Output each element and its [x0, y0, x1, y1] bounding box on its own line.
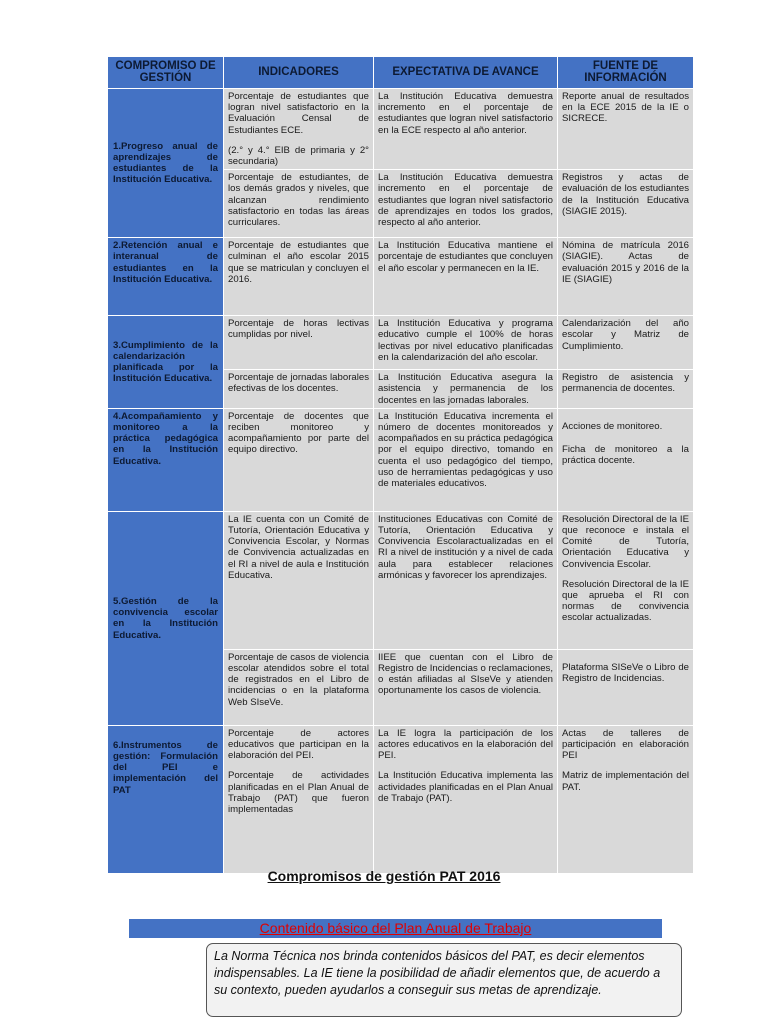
expectativa-cell	[374, 725, 558, 873]
expectativa-cell	[374, 370, 558, 409]
header-compromiso: COMPROMISO DE GESTIÓN	[108, 57, 224, 89]
expectativa-text: La Institución Educativa demuestra incremento en el porcentaje de estudiantes que logran nivel satisfactorio en la ECE respecto al año anterior.	[378, 91, 553, 136]
indicador-text: Porcentaje de estudiantes que logran nivel satisfactorio en la Evaluación Censal de Estudiantes ECE.	[228, 91, 369, 136]
fuente-text: Nómina de matrícula 2016 (SIAGIE). Actas de evaluación 2015 y 2016 de la IE (SIAGIE)	[562, 240, 689, 285]
expectativa-text: La Institución Educativa implementa las actividades planificadas en el Plan Anual de Trabajo (PAT).	[378, 770, 553, 804]
compromisos-table	[107, 56, 694, 874]
fuente-cell	[558, 649, 694, 725]
fuente-text: Acciones de monitoreo.	[562, 420, 663, 432]
fuente-text: Calendarización del año escolar y Matriz de Cumplimiento.	[562, 318, 689, 352]
indicador-cell	[224, 408, 374, 511]
section-banner: Contenido básico del Plan Anual de Trabajo	[129, 919, 662, 938]
compromiso-cell: 3.Cumplimiento de la calendarización planificada por la Institución Educativa.	[108, 316, 224, 409]
indicador-text: La IE cuenta con un Comité de Tutoría, Orientación Educativa y Convivencia Escolar, y Normas de Convivencia actualizadas en el RI a nivel de aula e Institución Educativa.	[228, 513, 369, 581]
fuente-cell	[558, 725, 694, 873]
table-row	[108, 725, 694, 873]
table-row	[108, 408, 694, 511]
expectativa-text: La Institución Educativa y programa educativo cumple el 100% de horas lectivas por nivel educativo planificadas en la calendarización del año escolar.	[378, 318, 553, 363]
fuente-cell	[558, 238, 694, 316]
fuente-text: Matriz de implementación del PAT.	[562, 770, 689, 793]
expectativa-text: IIEE que cuentan con el Libro de Registro de Incidencias o reclamaciones, o están afiliadas al SIseVe y atienden oportunamente los casos de violencia.	[378, 651, 553, 697]
indicador-text: Porcentaje de estudiantes, de los demás grados y niveles, que alcanzan rendimiento satisfactorio en todas las áreas curriculares.	[228, 172, 369, 229]
expectativa-cell	[374, 511, 558, 649]
compromiso-cell: 6.Instrumentos de gestión: Formulación del PEI e implementación del PAT	[108, 725, 224, 873]
compromiso-cell: 5.Gestión de la convivencia escolar en la Institución Educativa.	[108, 511, 224, 725]
fuente-cell	[558, 370, 694, 409]
fuente-text: Reporte anual de resultados en la ECE 2015 de la IE o SICRECE.	[562, 91, 689, 125]
expectativa-text: La Institución Educativa mantiene el porcentaje de estudiantes que concluyen el año escolar y permanecen en la IE.	[378, 240, 553, 274]
fuente-text: Plataforma SISeVe o Libro de Registro de Incidencias.	[562, 661, 689, 685]
table-row	[108, 511, 694, 649]
indicador-text: (2.° y 4.° EIB de primaria y 2° secundaria)	[228, 144, 369, 168]
indicador-text: Porcentaje de docentes que reciben monitoreo y acompañamiento por parte del equipo directivo.	[228, 410, 369, 456]
indicador-cell	[224, 370, 374, 409]
table-row	[108, 238, 694, 316]
fuente-cell	[558, 316, 694, 370]
expectativa-cell	[374, 649, 558, 725]
compromiso-cell: 1.Progreso anual de aprendizajes de estudiantes de la Institución Educativa.	[108, 89, 224, 238]
indicador-cell	[224, 316, 374, 370]
indicador-text: Porcentaje de jornadas laborales efectivas de los docentes.	[228, 372, 369, 395]
indicador-text: Porcentaje de actividades planificadas en el Plan Anual de Trabajo (PAT) que fueron implementadas	[228, 770, 369, 816]
table-header-row	[108, 57, 694, 89]
header-expectativa: EXPECTATIVA DE AVANCE	[374, 57, 558, 89]
indicador-text: Porcentaje de estudiantes que culminan el año escolar 2015 que se matriculan y concluyen el 2016.	[228, 240, 369, 285]
note-box: La Norma Técnica nos brinda contenidos básicos del PAT, es decir elementos indispensables. La IE tiene la posibilidad de añadir elementos que, de acuerdo a su contexto, pueden ayudarlos a conseguir sus metas de aprendizaje.	[206, 943, 682, 1017]
indicador-cell	[224, 170, 374, 238]
indicador-text: Porcentaje de casos de violencia escolar atendidos sobre el total de registrados en el Libro de incidencias o en la plataforma Web SIseVe.	[228, 651, 369, 708]
fuente-cell	[558, 408, 694, 511]
fuente-text: Registro de asistencia y permanencia de docentes.	[562, 372, 689, 395]
indicador-cell	[224, 511, 374, 649]
fuente-text: Resolución Directoral de la IE que aprueba el RI con normas de convivencia escolar actualizadas.	[562, 578, 689, 624]
fuente-cell	[558, 89, 694, 170]
expectativa-text: La IE logra la participación de los actores educativos en la elaboración del PEI.	[378, 727, 553, 762]
header-indicadores: INDICADORES	[224, 57, 374, 89]
expectativa-cell	[374, 408, 558, 511]
compromiso-cell: 2.Retención anual e interanual de estudiantes en la Institución Educativa.	[108, 238, 224, 316]
fuente-text: Resolución Directoral de la IE que reconoce e instala el Comité de Tutoría, Orientación Educativa y Convivencia Escolar.	[562, 513, 689, 570]
expectativa-cell	[374, 170, 558, 238]
expectativa-text: La Institución Educativa asegura la asistencia y permanencia de los docentes en las jornadas laborales.	[378, 372, 553, 406]
table-row	[108, 89, 694, 170]
table-row	[108, 316, 694, 370]
expectativa-cell	[374, 238, 558, 316]
indicador-text: Porcentaje de horas lectivas cumplidas por nivel.	[228, 318, 369, 341]
expectativa-text: Instituciones Educativas con Comité de Tutoría, Orientación Educativa y Convivencia Escolaractualizadas en el RI a nivel de institución y a nivel de cada aula para establecer relaciones armónicas y favorecer los aprendizajes.	[378, 513, 553, 581]
fuente-cell	[558, 511, 694, 649]
expectativa-cell	[374, 89, 558, 170]
indicador-cell	[224, 238, 374, 316]
header-fuente: FUENTE DE INFORMACIÓN	[558, 57, 694, 89]
expectativa-text: La Institución Educativa demuestra incremento en el porcentaje de estudiantes que logran nivel satisfactorio de aprendizajes en todos los grados, respecto al año anterior.	[378, 172, 553, 229]
indicador-cell	[224, 89, 374, 170]
fuente-text: Actas de talleres de participación en elaboración PEI	[562, 727, 689, 762]
indicador-text: Porcentaje de actores educativos que participan en la elaboración del PEI.	[228, 727, 369, 762]
compromiso-cell: 4.Acompañamiento y monitoreo a la práctica pedagógica en la Institución Educativa.	[108, 408, 224, 511]
indicador-cell	[224, 725, 374, 873]
fuente-text: Ficha de monitoreo a la práctica docente.	[562, 444, 689, 467]
table-caption: Compromisos de gestión PAT 2016	[267, 868, 501, 884]
fuente-cell	[558, 170, 694, 238]
expectativa-cell	[374, 316, 558, 370]
indicador-cell	[224, 649, 374, 725]
fuente-text: Registros y actas de evaluación de los estudiantes de la Institución Educativa (SIAGIE 2015).	[562, 172, 689, 217]
expectativa-text: La Institución Educativa incrementa el número de docentes monitoreados y acompañados en su práctica pedagógica por el equipo directivo, tomando en cuenta el uso pedagógico del tiempo, uso de herramientas pedagógicas y uso de materiales educativos.	[378, 410, 553, 490]
